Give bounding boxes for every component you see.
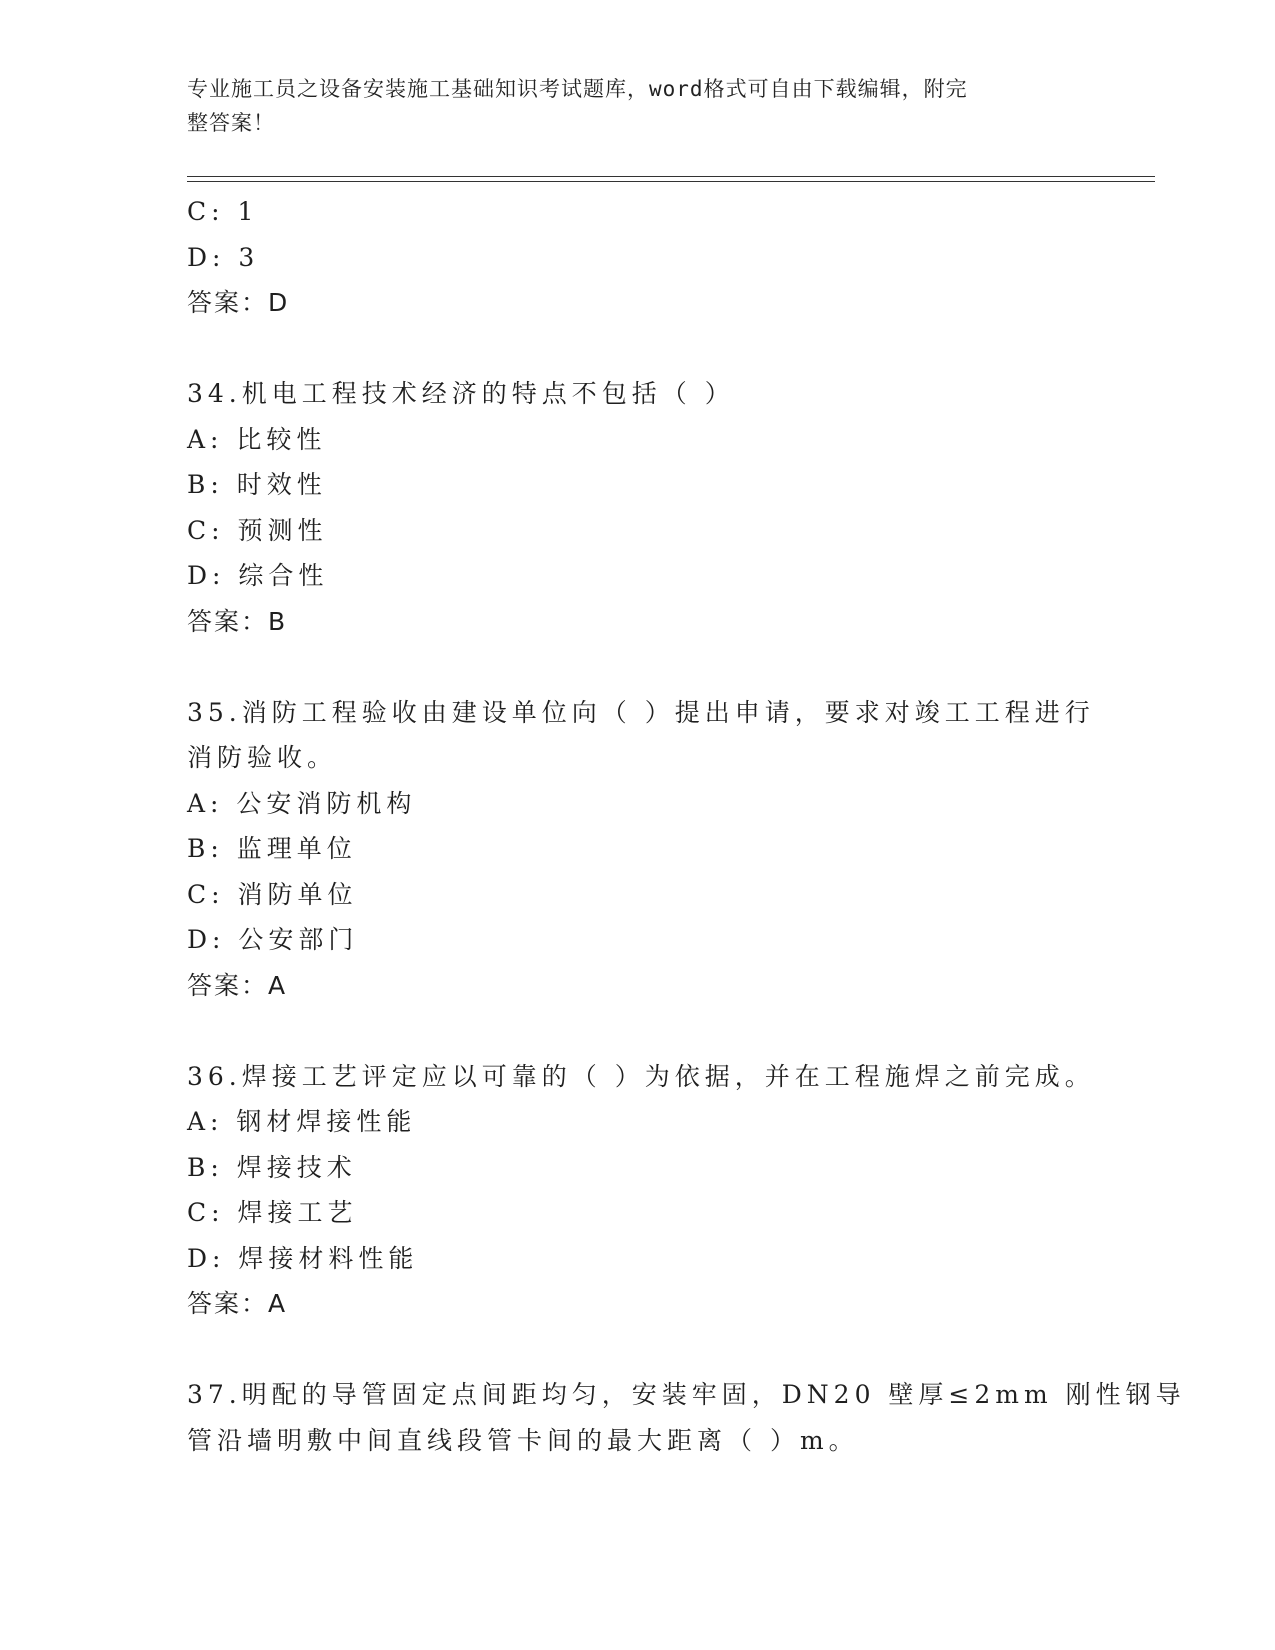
question-block-34	[187, 371, 1087, 644]
question-content	[187, 189, 1186, 1463]
spacer	[187, 326, 1087, 372]
spacer	[187, 1008, 1087, 1054]
spacer	[187, 644, 1087, 690]
header-divider-top	[187, 176, 1155, 177]
question-text: 34.机电工程技术经济的特点不包括（ ）	[187, 379, 735, 408]
option-a: A: 钢材焊接性能	[187, 1107, 417, 1136]
option-c: C: 焊接工艺	[187, 1198, 358, 1227]
option-d: D: 公安部门	[187, 925, 359, 954]
question-block-36	[187, 1054, 1095, 1327]
option-b: B: 监理单位	[187, 834, 357, 863]
option-c: C: 消防单位	[187, 879, 358, 909]
question-block-35	[187, 690, 1095, 1009]
question-text: 37.明配的导管固定点间距均匀，安装牢固，DN20 壁厚≤2mm 刚性钢导	[187, 1380, 1186, 1409]
option-b: B: 焊接技术	[187, 1152, 357, 1182]
question-block-33	[187, 189, 1087, 326]
option-d: D: 焊接材料性能	[187, 1243, 419, 1273]
option-c: C: 1	[187, 197, 259, 226]
document-header	[187, 72, 1067, 140]
question-text: 36.焊接工艺评定应以可靠的（ ）为依据，并在工程施焊之前完成。	[187, 1061, 1095, 1091]
option-a: A: 比较性	[187, 424, 327, 454]
answer-line: 答案：D	[187, 288, 290, 317]
question-text-continued: 管沿墙明敷中间直线段管卡间的最大距离（ ）m。	[187, 1425, 859, 1455]
spacer	[187, 1327, 1087, 1373]
option-c: C: 预测性	[187, 515, 328, 545]
option-d: D: 综合性	[187, 561, 329, 590]
option-d: D: 3	[187, 242, 260, 272]
header-line-1: 专业施工员之设备安装施工基础知识考试题库，word格式可自由下载编辑，附完	[187, 77, 968, 101]
option-b: B: 时效性	[187, 470, 327, 499]
header-line-2: 整答案！	[187, 111, 275, 135]
option-a: A: 公安消防机构	[187, 788, 417, 818]
answer-line: 答案：A	[187, 1289, 288, 1318]
question-text-continued: 消防验收。	[187, 743, 338, 772]
header-divider-bottom	[187, 181, 1155, 182]
question-block-37	[187, 1372, 1186, 1463]
question-text: 35.消防工程验收由建设单位向（ ）提出申请，要求对竣工工程进行	[187, 697, 1095, 727]
answer-line: 答案：B	[187, 606, 288, 636]
answer-line: 答案：A	[187, 970, 288, 1000]
